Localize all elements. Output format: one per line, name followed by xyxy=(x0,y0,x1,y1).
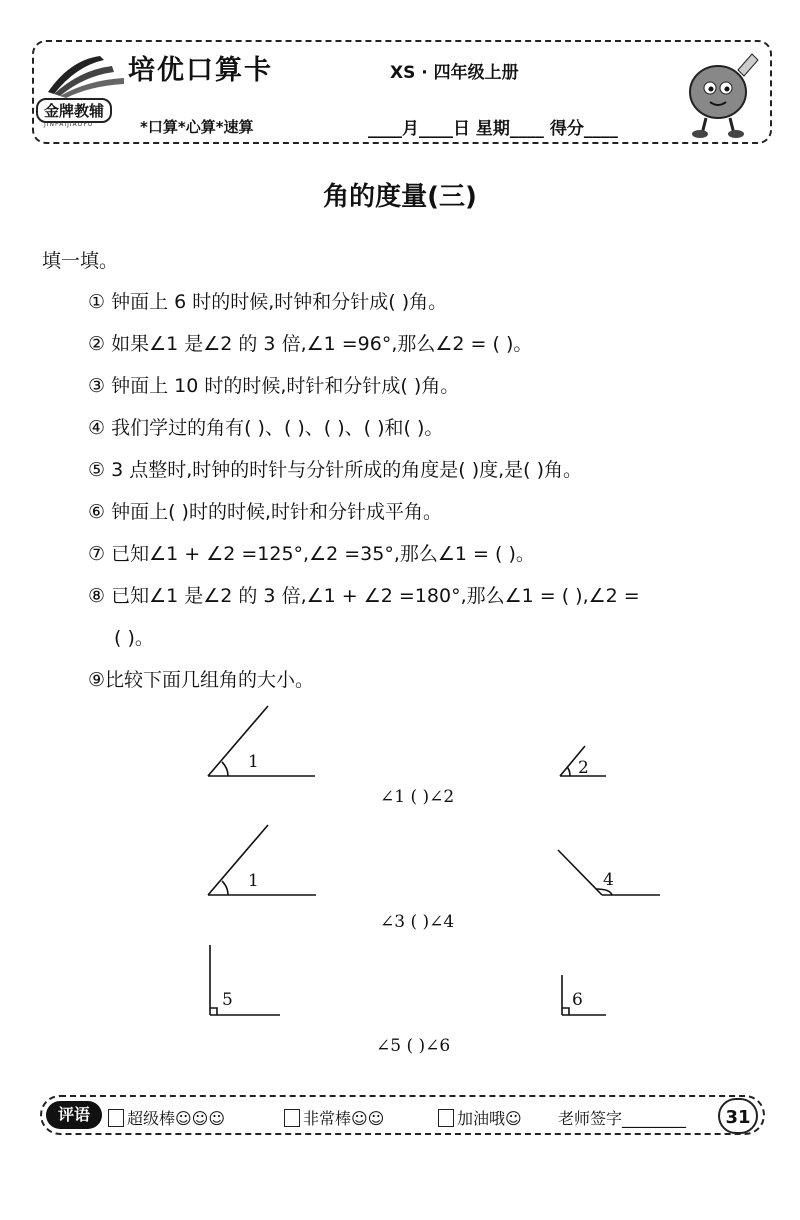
angle-label-2: 2 xyxy=(578,758,589,778)
angle-label-1: 1 xyxy=(248,752,259,772)
angle-5-figure xyxy=(210,945,280,1015)
option-very-good-label: 非常棒☺☺ xyxy=(303,1109,385,1128)
question-7: ⑦ 已知∠1 + ∠2 =125°,∠2 =35°,那么∠1 = ( )。 xyxy=(88,543,535,565)
checkbox-very-good[interactable] xyxy=(284,1109,300,1127)
question-8: ⑧ 已知∠1 是∠2 的 3 倍,∠1 + ∠2 =180°,那么∠1 = ( ),∠2 = xyxy=(88,585,640,607)
option-super-label: 超级棒☺☺☺ xyxy=(127,1109,226,1128)
comparison-5-6: ∠5 ( )∠6 xyxy=(376,1036,451,1056)
teacher-signature: 老师签字________ xyxy=(558,1109,687,1128)
angle-label-5: 5 xyxy=(222,990,233,1010)
publisher-logo-text: 金牌教辅 xyxy=(36,98,112,123)
comparison-1-2: ∠1 ( )∠2 xyxy=(380,787,455,807)
publisher-logo-subtext: JINPAIJIAOFU xyxy=(44,121,94,128)
tagline: *口算*心算*速算 xyxy=(140,118,254,136)
question-1: ① 钟面上 6 时的时候,时钟和分针成( )角。 xyxy=(88,291,448,313)
checkbox-keep-going[interactable] xyxy=(438,1109,454,1127)
checkbox-super[interactable] xyxy=(108,1109,124,1127)
angle-label-3: 1 xyxy=(248,871,259,891)
comment-badge: 评语 xyxy=(46,1101,102,1129)
question-9: ⑨比较下面几组角的大小。 xyxy=(88,669,315,691)
brand-title: 培优口算卡 xyxy=(128,55,273,86)
angle-label-6: 6 xyxy=(572,990,583,1010)
question-2: ② 如果∠1 是∠2 的 3 倍,∠1 =96°,那么∠2 = ( )。 xyxy=(88,333,533,355)
date-score-line: ____月____日 星期____ 得分____ xyxy=(368,119,618,139)
option-keep-going-label: 加油哦☺ xyxy=(457,1109,522,1128)
grade-label: XS · 四年级上册 xyxy=(390,63,519,83)
question-8-continued: ( )。 xyxy=(114,627,154,649)
option-keep-going[interactable] xyxy=(438,1106,522,1129)
question-4: ④ 我们学过的角有( )、( )、( )、( )和( )。 xyxy=(88,417,444,439)
option-very-good[interactable] xyxy=(284,1106,384,1129)
angle-label-4: 4 xyxy=(603,870,614,890)
option-super[interactable] xyxy=(108,1106,225,1129)
question-6: ⑥ 钟面上( )时的时候,时针和分针成平角。 xyxy=(88,501,442,523)
page-number: 31 xyxy=(718,1098,758,1134)
section-label: 填一填。 xyxy=(42,250,119,272)
page-title: 角的度量(三) xyxy=(323,182,477,212)
question-3: ③ 钟面上 10 时的时候,时针和分针成( )角。 xyxy=(88,375,460,397)
question-5: ⑤ 3 点整时,时钟的时针与分针所成的角度是( )度,是( )角。 xyxy=(88,459,583,481)
comparison-3-4: ∠3 ( )∠4 xyxy=(380,912,455,932)
